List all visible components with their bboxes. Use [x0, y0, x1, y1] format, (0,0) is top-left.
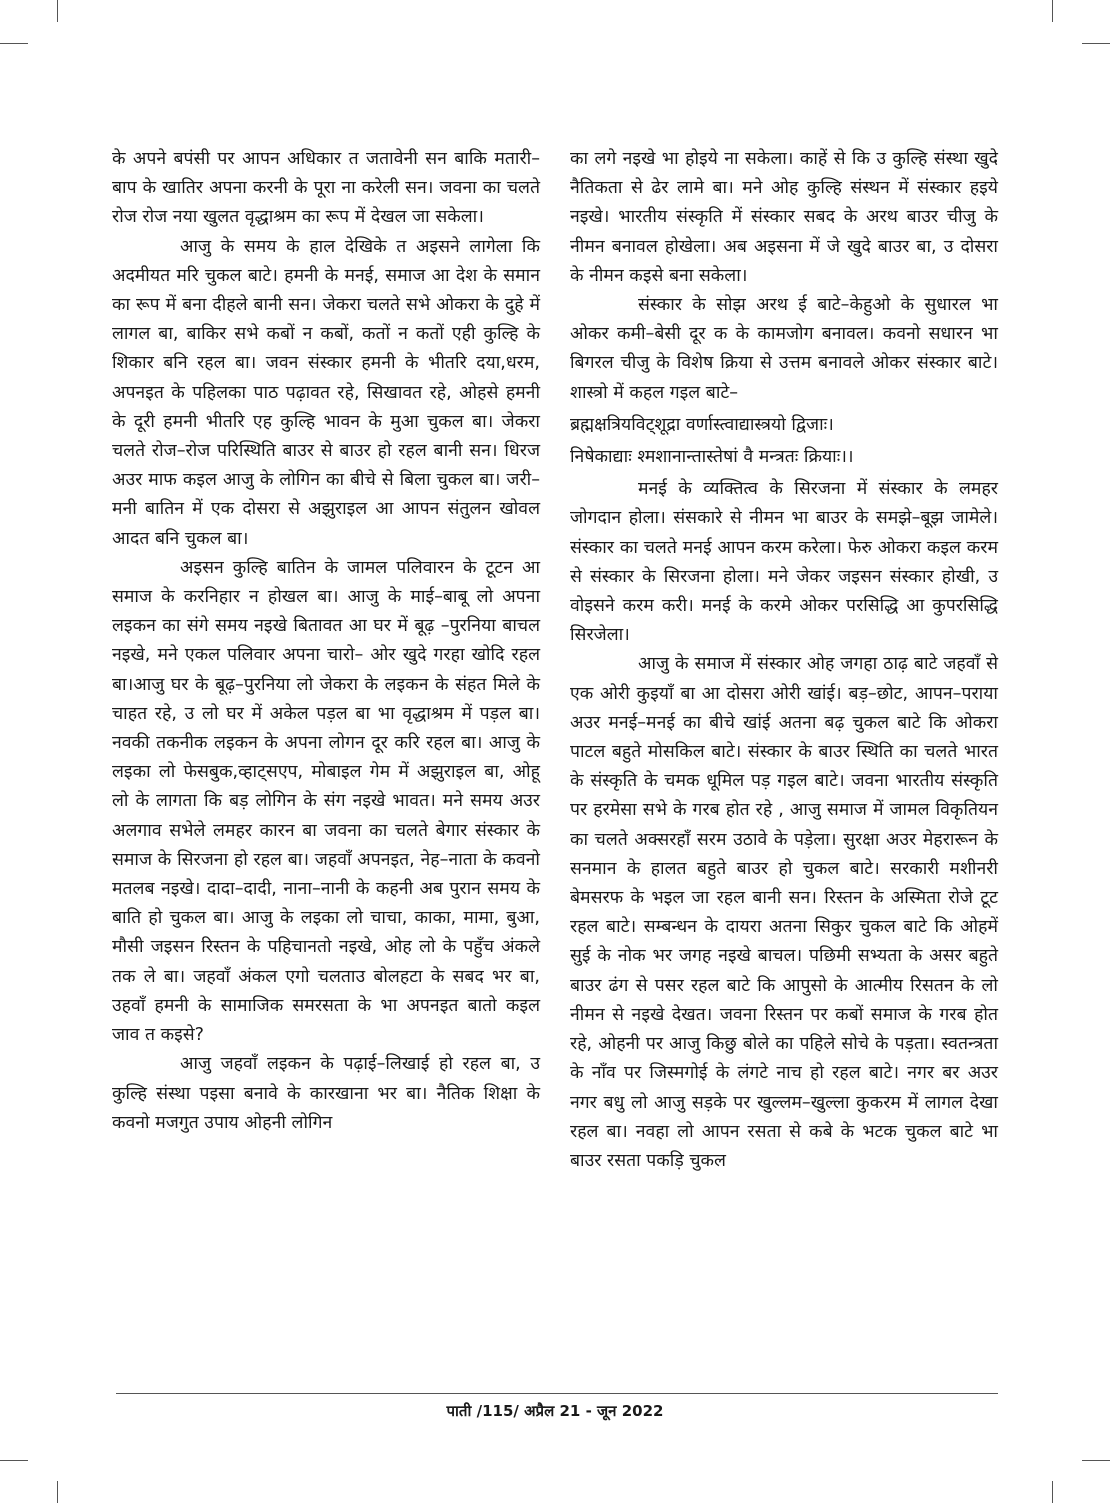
crop-mark: [1052, 0, 1053, 22]
crop-mark: [0, 43, 28, 44]
footer-rule: [116, 1393, 998, 1394]
paragraph: मनई के व्यक्तित्व के सिरजना में संस्कार के लमहर जोगदान होला। संसकारे से नीमन भा बाउर के समझे–बूझ जामेले। संस्कार का चलते मनई आपन करम करेला। फेरु ओकरा कइल करम से संस्कार के सिरजना होला। मने जेकर जइसन संस्कार होखी, उ वोइसने करम करी। मनई के करमे ओकर परसिद्धि आ कुपरसिद्धि सिरजेला।: [570, 479, 998, 646]
crop-mark: [1052, 1481, 1053, 1503]
paragraph: का लगे नइखे भा होइये ना सकेला। काहें से कि उ कुल्हि संस्था खुदे नैतिकता से ढेर लामे बा। मने ओह कुल्हि संस्थन में संस्कार हइये नइखे। भारतीय संस्कृति में संस्कार सबद के अरथ बाउर चीजु के नीमन बनावल होखेला। अब अइसना में जे खुदे बाउर बा, उ दोसरा के नीमन कइसे बना सकेला।: [570, 149, 998, 286]
crop-mark: [57, 1481, 58, 1503]
crop-mark: [1082, 43, 1110, 44]
paragraph: आजु के समय के हाल देखिके त अइसने लागेला कि अदमीयत मरि चुकल बाटे। हमनी के मनई, समाज आ देश के समान का रूप में बना दीहले बानी सन। जेकरा चलते सभे ओकरा के दुहे में लागल बा, बाकिर सभे कबों न कबों, कतों न कतों एही कुल्हि के शिकार बनि रहल बा। जवन संस्कार हमनी के भीतरि दया,धरम, अपनइत के पहिलका पाठ पढ़ावत रहे, सिखावत रहे, ओहसे हमनी के दूरी हमनी भीतरि एह कुल्हि भावन के मुआ चुकल बा। जेकरा चलते रोज–रोज परिस्थिति बाउर से बाउर हो रहल बानी सन। धिरज अउर माफ कइल आजु के लोगिन का बीचे से बिला चुकल बा। जरी–मनी बातिन में एक दोसरा से अझुराइल आ आपन संतुलन खोवल आदत बनि चुकल बा।: [112, 236, 540, 549]
paragraph: के अपने बपंसी पर आपन अधिकार त जतावेनी सन बाकि मतारी–बाप के खातिर अपना करनी के पूरा ना करेली सन। जवना का चलते रोज रोज नया खुलत वृद्धाश्रम का रूप में देखल जा सकेला।: [112, 149, 540, 228]
paragraph: आजु जहवाँ लइकन के पढ़ाई–लिखाई हो रहल बा, उ कुल्हि संस्था पइसा बनावे के कारखाना भर बा। नैतिक शिक्षा के कवनो मजगुत उपाय ओहनी लोगिन: [112, 1054, 540, 1133]
crop-mark: [1082, 1460, 1110, 1461]
right-column: [570, 145, 998, 1176]
sanskrit-verse-line: ब्रह्मक्षत्रियविट्शूद्रा वर्णास्त्वाद्यास्त्रयो द्विजाः।: [570, 414, 834, 435]
paragraph: संस्कार के सोझ अरथ ई बाटे–केहुओ के सुधारल भा ओकर कमी–बेसी दूर क के कामजोग बनावल। कवनो सधारन भा बिगरल चीजु के विशेष क्रिया से उत्तम बनावले ओकर संस्कार बाटे।शास्त्रो में कहल गइल बाटे–: [570, 295, 998, 403]
page-footer: पाती /115/ अप्रैल 21 - जून 2022: [446, 1402, 664, 1420]
crop-mark: [0, 1460, 28, 1461]
paragraph: अइसन कुल्हि बातिन के जामल पलिवारन के टूटन आ समाज के करनिहार न होखल बा। आजु के माई–बाबू लो अपना लइकन का संगे समय नइखे बितावत आ घर में बूढ़ –पुरनिया बाचल नइखे, मने एकल पलिवार अपना चारो– ओर खुदे गरहा खोदि रहल बा।आजु घर के बूढ़–पुरनिया लो जेकरा के लइकन के संहत मिले के चाहत रहे, उ लो घर में अकेल पड़ल बा भा वृद्धाश्रम में पड़ल बा। नवकी तकनीक लइकन के अपना लोगन दूर करि रहल बा। आजु के लइका लो फेसबुक,व्हाट्सएप, मोबाइल गेम में अझुराइल बा, ओहू लो के लागता कि बड़ लोगिन के संग नइखे भावत। मने समय अउर अलगाव सभेले लमहर कारन बा जवना का चलते बेगार संस्कार के समाज के सिरजना हो रहल बा। जहवाँ अपनइत, नेह–नाता के कवनो मतलब नइखे। दादा–दादी, नाना–नानी के कहनी अब पुरान समय के बाति हो चुकल बा। आजु के लइका लो चाचा, काका, मामा, बुआ, मौसी जइसन रिस्तन के पहिचानतो नइखे, ओह लो के पहुँच अंकले तक ले बा। जहवाँ अंकल एगो चलताउ बोलहटा के सबद भर बा, उहवाँ हमनी के सामाजिक समरसता के भा अपनइत बातो कइल जाव त कइसे?: [112, 557, 540, 1046]
left-column: [112, 145, 540, 1138]
paragraph: आजु के समाज में संस्कार ओह जगहा ठाढ़ बाटे जहवाँ से एक ओरी कुइयाँ बा आ दोसरा ओरी खांई। बड़–छोट, आपन–पराया अउर मनई–मनई का बीचे खांई अतना बढ़ चुकल बाटे कि ओकरा पाटल बहुते मोसकिल बाटे। संस्कार के बाउर स्थिति का चलते भारत के संस्कृति के चमक धूमिल पड़ गइल बाटे। जवना भारतीय संस्कृति पर हरमेसा सभे के गरब होत रहे , आजु समाज में जामल विकृतियन का चलते अक्सरहाँ सरम उठावे के पड़ेला। सुरक्षा अउर मेहरारून के सनमान के हालत बहुते बाउर हो चुकल बाटे। सरकारी मशीनरी बेमसरफ के भइल जा रहल बानी सन। रिस्तन के अस्मिता रोजे टूट रहल बाटे। सम्बन्धन के दायरा अतना सिकुर चुकल बाटे कि ओहमें सुई के नोक भर जगह नइखे बाचल। पछिमी सभ्यता के असर बहुते बाउर ढंग से पसर रहल बाटे कि आपुसो के आत्मीय रिसतन के लो नीमन से नइखे देखत। जवना रिस्तन पर कबों समाज के गरब होत रहे, ओहनी पर आजु किछु बोले का पहिले सोचे के पड़ता। स्वतन्त्रता के नाँव पर जिस्मगोई के लंगटे नाच हो रहल बाटे। नगर बर अउर नगर बधु लो आजु सड़के पर खुल्लम–खुल्ला कुकरम में लागल देखा रहल बा। नवहा लो आपन रसता से कबे के भटक चुकल बाटे भा बाउर रसता पकड़ि चुकल: [570, 654, 998, 1171]
crop-mark: [57, 0, 58, 22]
sanskrit-verse-line: निषेकाद्याः श्मशानान्तास्तेषां वै मन्त्रतः क्रियाः।।: [570, 447, 854, 468]
